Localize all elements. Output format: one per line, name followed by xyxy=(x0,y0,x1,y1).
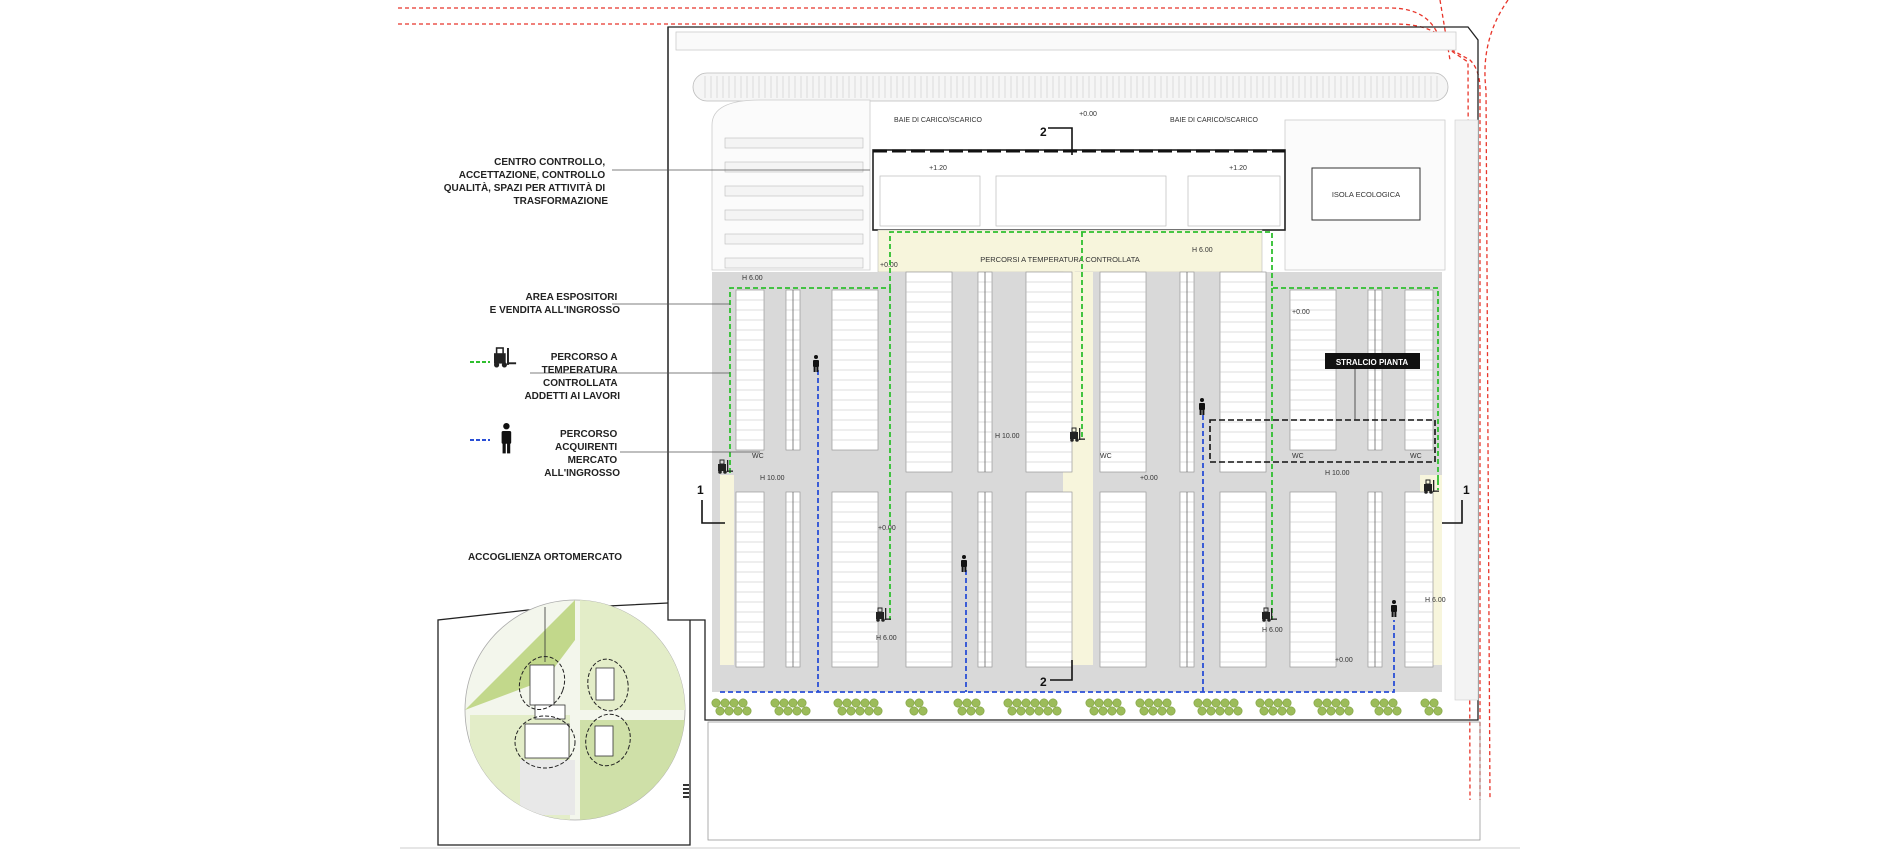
right-strip xyxy=(1455,120,1478,700)
tree-icon xyxy=(906,699,914,707)
tree-icon xyxy=(1031,699,1039,707)
top-road xyxy=(676,32,1456,50)
svg-text:2: 2 xyxy=(1040,675,1047,689)
h6-bottom-right: H 6.00 xyxy=(1425,597,1446,604)
tree-icon xyxy=(1283,699,1291,707)
tree-icon xyxy=(1260,707,1268,715)
level-right-upper: +0.00 xyxy=(1292,309,1310,316)
tree-icon xyxy=(1108,707,1116,715)
h6-top-left: H 6.00 xyxy=(742,275,763,282)
tree-icon xyxy=(1393,707,1401,715)
tree-icon xyxy=(847,707,855,715)
tree-icon xyxy=(734,707,742,715)
tree-icon xyxy=(1086,699,1094,707)
tree-icon xyxy=(1384,707,1392,715)
tree-icon xyxy=(1154,699,1162,707)
tree-icon xyxy=(725,707,733,715)
tree-icon xyxy=(1212,699,1220,707)
tree-icon xyxy=(1269,707,1277,715)
tree-icon xyxy=(793,707,801,715)
tree-icon xyxy=(1230,699,1238,707)
tree-icon xyxy=(1332,699,1340,707)
tree-icon xyxy=(1341,699,1349,707)
parking-row xyxy=(725,162,863,172)
level-label-dock-left: +1.20 xyxy=(929,165,947,172)
tree-icon xyxy=(716,707,724,715)
level-label-dock-right: +1.20 xyxy=(1229,165,1247,172)
stall-block xyxy=(1290,492,1336,667)
wc-center: WC xyxy=(1100,453,1112,460)
stall-block xyxy=(832,492,878,667)
tree-icon xyxy=(1104,699,1112,707)
stall-block xyxy=(736,492,764,667)
legend-percorso-acq: PERCORSO ACQUIRENTI MERCATO ALL'INGROSSO xyxy=(544,429,620,479)
h10-center-left: H 10.00 xyxy=(995,433,1020,440)
dock-room-1 xyxy=(880,176,980,226)
tree-icon xyxy=(743,707,751,715)
legend-accoglienza: ACCOGLIENZA ORTOMERCATO xyxy=(467,552,623,563)
tree-icon xyxy=(954,699,962,707)
tree-icon xyxy=(852,699,860,707)
tree-icon xyxy=(1345,707,1353,715)
legend-centro: CENTRO CONTROLLO, ACCETTAZIONE, CONTROLLO QUALITÀ, SPAZI PER ATTIVITÀ DI TRASFORMAZIONE xyxy=(443,157,608,207)
tree-icon xyxy=(1421,699,1429,707)
tree-icon xyxy=(1053,707,1061,715)
tree-icon xyxy=(1389,699,1397,707)
tree-icon xyxy=(730,699,738,707)
tree-icon xyxy=(1318,707,1326,715)
wc-right-1: WC xyxy=(1292,453,1304,460)
tree-icon xyxy=(1274,699,1282,707)
tree-icon xyxy=(1117,707,1125,715)
dock-room-2 xyxy=(996,176,1166,226)
stall-block xyxy=(1220,492,1266,667)
tree-icon xyxy=(1022,699,1030,707)
tree-icon xyxy=(1256,699,1264,707)
stall-block xyxy=(1405,492,1433,667)
accoglienza-area xyxy=(465,600,690,830)
wc-left: WC xyxy=(752,453,764,460)
tree-icon xyxy=(870,699,878,707)
h10-left: H 10.00 xyxy=(760,475,785,482)
tree-icon xyxy=(1327,707,1335,715)
left-parking xyxy=(712,100,870,270)
parking-row xyxy=(725,258,863,268)
tree-icon xyxy=(1314,699,1322,707)
tree-icon xyxy=(775,707,783,715)
tree-icon xyxy=(976,707,984,715)
tree-icon xyxy=(1113,699,1121,707)
tree-icon xyxy=(739,699,747,707)
wc-right-2: WC xyxy=(1410,453,1422,460)
tree-icon xyxy=(1278,707,1286,715)
tree-icon xyxy=(1145,699,1153,707)
legend-area: AREA ESPOSITORI E VENDITA ALL'INGROSSO xyxy=(489,292,620,316)
tree-icon xyxy=(1375,707,1383,715)
tree-icon xyxy=(1425,707,1433,715)
stall-block xyxy=(1100,492,1146,667)
cream-left-strip-over xyxy=(720,475,734,665)
parking-row xyxy=(725,234,863,244)
baie-left-label: BAIE DI CARICO/SCARICO xyxy=(894,117,982,124)
tree-icon xyxy=(1194,699,1202,707)
tree-icon xyxy=(1008,707,1016,715)
tree-icon xyxy=(1049,699,1057,707)
tree-icon xyxy=(1430,699,1438,707)
crosswalk-icon xyxy=(683,784,689,798)
stall-block xyxy=(1026,492,1072,667)
tree-icon xyxy=(1323,699,1331,707)
tree-icon xyxy=(1099,707,1107,715)
tree-icon xyxy=(967,707,975,715)
tree-icon xyxy=(1221,699,1229,707)
level-left-lower: +0.00 xyxy=(878,525,896,532)
tree-icon xyxy=(1163,699,1171,707)
parking-row xyxy=(725,138,863,148)
tree-icon xyxy=(1287,707,1295,715)
level-corridor-left: +0.00 xyxy=(880,262,898,269)
tree-icon xyxy=(1035,707,1043,715)
tree-row xyxy=(712,699,1442,715)
tree-icon xyxy=(1167,707,1175,715)
tree-icon xyxy=(843,699,851,707)
baie-right-label: BAIE DI CARICO/SCARICO xyxy=(1170,117,1258,124)
level-bottom-right: +0.00 xyxy=(1335,657,1353,664)
tree-icon xyxy=(1140,707,1148,715)
tree-icon xyxy=(1216,707,1224,715)
tree-icon xyxy=(721,699,729,707)
tree-icon xyxy=(958,707,966,715)
tree-icon xyxy=(915,699,923,707)
tree-icon xyxy=(972,699,980,707)
tree-icon xyxy=(1234,707,1242,715)
legend-person-icon xyxy=(502,423,512,453)
legend-forklift-icon xyxy=(494,348,516,368)
tree-icon xyxy=(838,707,846,715)
parking-row xyxy=(725,186,863,196)
tree-icon xyxy=(834,699,842,707)
isola-label: ISOLA ECOLOGICA xyxy=(1331,190,1401,199)
tree-icon xyxy=(1095,699,1103,707)
tree-icon xyxy=(1434,707,1442,715)
tree-icon xyxy=(1336,707,1344,715)
tree-icon xyxy=(1026,707,1034,715)
tree-icon xyxy=(1203,699,1211,707)
tree-icon xyxy=(712,699,720,707)
tree-icon xyxy=(1136,699,1144,707)
tree-icon xyxy=(1017,707,1025,715)
tree-icon xyxy=(771,699,779,707)
tree-icon xyxy=(1040,699,1048,707)
tree-icon xyxy=(1225,707,1233,715)
h10-right: H 10.00 xyxy=(1325,470,1350,477)
stall-block xyxy=(906,492,952,667)
h6-top-right: H 6.00 xyxy=(1192,247,1213,254)
svg-text:1: 1 xyxy=(697,483,704,497)
stralcio-label: STRALCIO PIANTA xyxy=(1335,358,1409,367)
tree-icon xyxy=(784,707,792,715)
legend-percorso-temp: PERCORSO A TEMPERATURA CONTROLLATA ADDETTI AI LAVORI xyxy=(524,352,620,402)
percorsi-label: PERCORSI A TEMPERATURA CONTROLLATA xyxy=(980,255,1140,264)
parking-row xyxy=(725,210,863,220)
tree-icon xyxy=(1013,699,1021,707)
tree-icon xyxy=(865,707,873,715)
level-center: +0.00 xyxy=(1140,475,1158,482)
h6-bottom-center: H 6.00 xyxy=(1262,627,1283,634)
svg-text:2: 2 xyxy=(1040,125,1047,139)
tree-icon xyxy=(963,699,971,707)
h6-bottom-left: H 6.00 xyxy=(876,635,897,642)
tree-icon xyxy=(1371,699,1379,707)
tree-icon xyxy=(874,707,882,715)
tree-icon xyxy=(1158,707,1166,715)
tree-icon xyxy=(1044,707,1052,715)
tree-icon xyxy=(1265,699,1273,707)
svg-text:1: 1 xyxy=(1463,483,1470,497)
tree-icon xyxy=(802,707,810,715)
tree-icon xyxy=(861,699,869,707)
tree-icon xyxy=(798,699,806,707)
tree-icon xyxy=(1004,699,1012,707)
dock-room-3 xyxy=(1188,176,1280,226)
tree-icon xyxy=(1090,707,1098,715)
tree-icon xyxy=(780,699,788,707)
level-label-top: +0.00 xyxy=(1079,111,1097,118)
tree-icon xyxy=(789,699,797,707)
tree-icon xyxy=(1380,699,1388,707)
tree-icon xyxy=(1149,707,1157,715)
tree-icon xyxy=(1198,707,1206,715)
tree-icon xyxy=(919,707,927,715)
tree-icon xyxy=(910,707,918,715)
tree-icon xyxy=(856,707,864,715)
lower-lot xyxy=(708,722,1480,840)
tree-icon xyxy=(1207,707,1215,715)
